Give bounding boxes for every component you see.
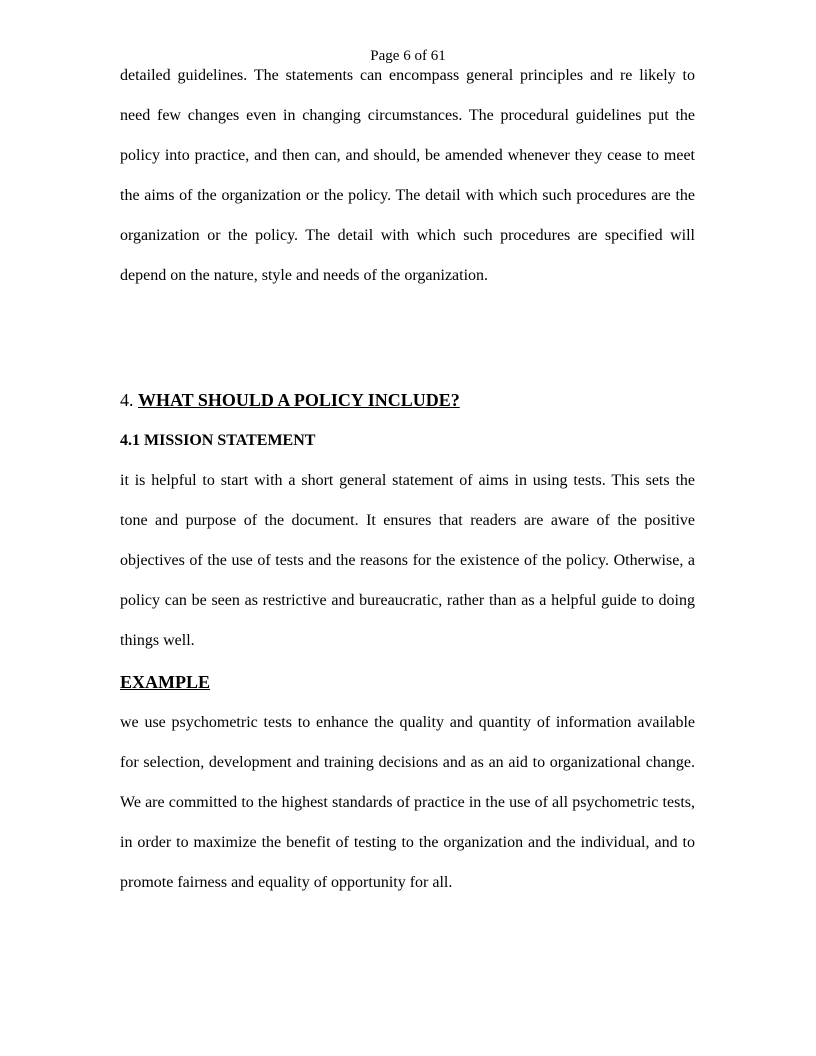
intro-paragraph: detailed guidelines. The statements can encompass general principles and re likely to need few changes even in changing circumstances. The procedural guidelines put the policy into practice, and then can, and should, be amended whenever they cease to meet the aims of the organization or the policy. The detail with which such procedures are the organization or the policy. The detail with which such procedures are specified will depend on the nature, style and needs of the organization. (120, 67, 695, 284)
page-number: Page 6 of 61 (370, 48, 446, 64)
section-number: 4. (120, 390, 134, 410)
mission-statement-paragraph: it is helpful to start with a short general statement of aims in using tests. This sets the tone and purpose of the document. It ensures that readers are aware of the positive objectives of the use of tests and the reasons for the existence of the policy. Otherwise, a policy can be seen as restrictive and bureaucratic, rather than as a helpful guide to doing things well. (120, 472, 695, 649)
subsection-title: 4.1 MISSION STATEMENT (120, 432, 316, 449)
section-heading (120, 388, 460, 412)
example-paragraph: we use psychometric tests to enhance the quality and quantity of information available for selection, development and training decisions and as an aid to organizational change. We are committed to the highest standards of practice in the use of all psychometric tests, in order to maximize the benefit of testing to the organization and the individual, and to promote fairness and equality of opportunity for all. (120, 714, 695, 891)
section-title: WHAT SHOULD A POLICY INCLUDE? (138, 390, 460, 410)
example-heading: EXAMPLE (120, 672, 210, 692)
